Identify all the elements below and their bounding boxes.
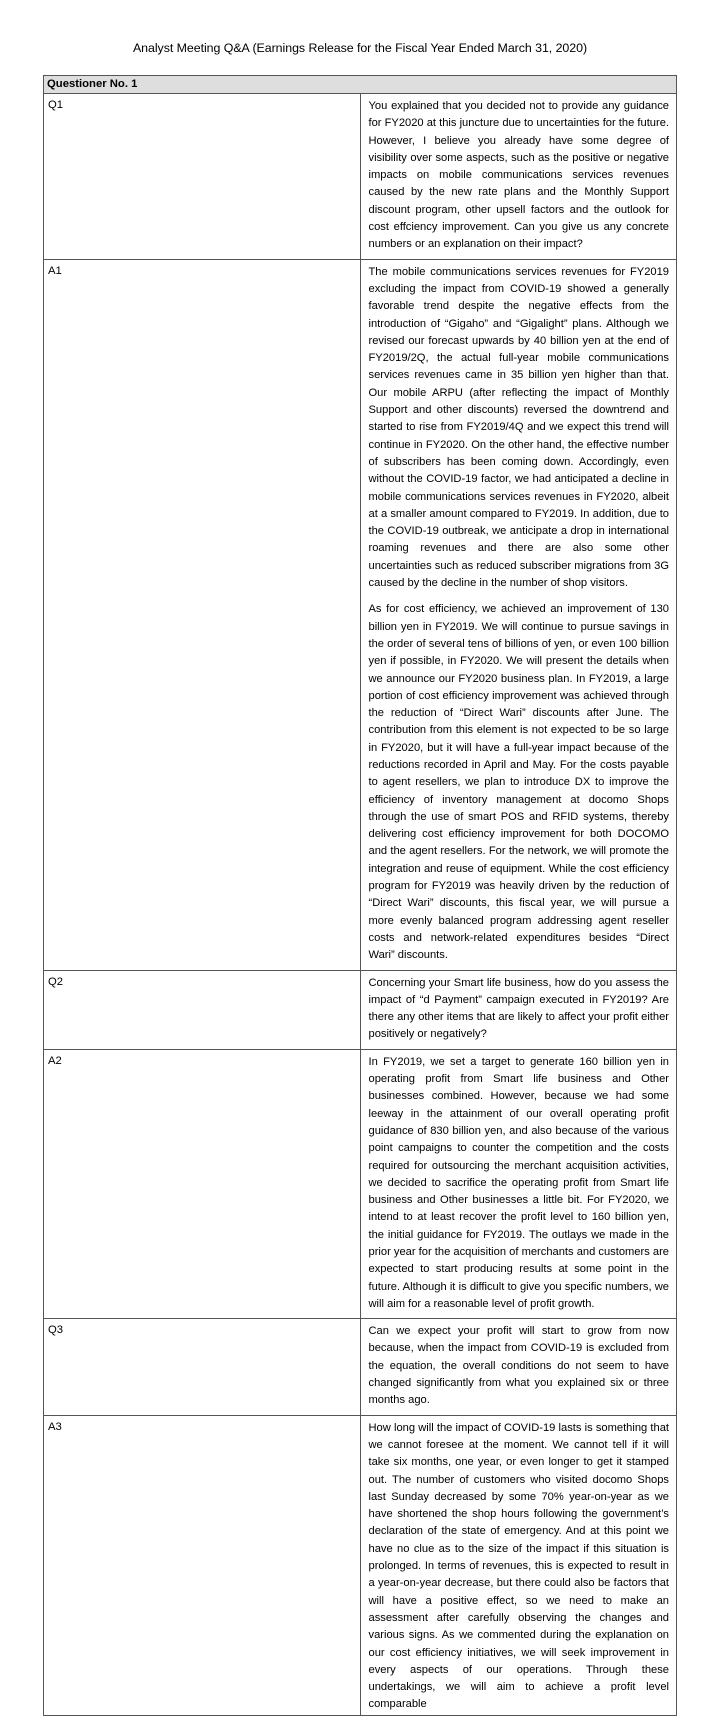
row-content	[360, 1415, 677, 1715]
qa-row-a1	[44, 259, 677, 970]
qa-row-q3	[44, 1319, 677, 1415]
row-label: Q1	[44, 94, 361, 260]
row-label: A3	[44, 1415, 361, 1715]
qa-table	[43, 75, 677, 1716]
row-content	[360, 970, 677, 1049]
questioner-header: Questioner No. 1	[44, 76, 677, 94]
paragraph: In FY2019, we set a target to generate 160 billion yen in operating profit from Smart life business and Other businesses combined. However, because we had some leeway in the attainment of our overall operating profit guidance of 830 billion yen, and also because of the various point campaigns to counter the competition and the costs required for outsourcing the merchant acquisition activities, we decided to sacrifice the operating profit from Smart life business and Other businesses a little bit. For FY2020, we intend to at least recover the profit level to 160 billion yen, the initial guidance for FY2019. The outlays we made in the prior year for the acquisition of merchants and customers are expected to start producing results at some point in the future. Although it is difficult to give you specific numbers, we will aim for a reasonable level of profit growth.	[368, 1055, 669, 1310]
paragraph: You explained that you decided not to provide any guidance for FY2020 at this juncture due to uncertainties for the future. However, I believe you already have some degree of visibility over some aspects, such as the positive or negative impacts on mobile communications services revenues caused by the new rate plans and the Monthly Support discount program, other upsell factors and the outlook for cost effciency improvement. Can you give us any concrete numbers or an explanation on their impact?	[368, 100, 669, 251]
page-title: Analyst Meeting Q&A (Earnings Release for the Fiscal Year Ended March 31, 2020)	[132, 41, 588, 55]
qa-row-a3	[44, 1415, 677, 1715]
paragraph: Concerning your Smart life business, how do you assess the impact of “d Payment” campaign executed in FY2019? Are there any other items that are likely to affect your profit either positively or negatively?	[368, 976, 669, 1041]
row-content	[360, 1049, 677, 1318]
row-label: A2	[44, 1049, 361, 1318]
paragraph: As for cost efficiency, we achieved an improvement of 130 billion yen in FY2019. We will continue to pursue savings in the order of several tens of billions of yen, or even 100 billion yen if possible, in FY2020. We will present the details when we announce our FY2020 business plan. In FY2019, a large portion of cost efficiency improvement was achieved through the reduction of “Direct Wari” discounts after June. The contribution from this element is not expected to be so large in FY2020, but it will have a full-year impact because of the reductions recorded in April and May. For the costs payable to agent resellers, we plan to introduce DX to improve the efficiency of inventory management at docomo Shops through the use of smart POS and RFID systems, thereby delivering cost efficiency improvement for both DOCOMO and the agent resellers. For the network, we will promote the integration and reuse of equipment. While the cost efficiency program for FY2019 was heavily driven by the reduction of “Direct Wari” discounts, this fiscal year, we will pursue a more evenly balanced program addressing agent reseller costs and network-related expenditures besides “Direct Wari” discounts.	[368, 603, 669, 962]
row-content	[360, 94, 677, 260]
row-label: Q3	[44, 1319, 361, 1415]
qa-row-q2	[44, 970, 677, 1049]
row-label: A1	[44, 259, 361, 970]
table-header-row	[44, 76, 677, 94]
row-content	[360, 259, 677, 970]
row-label: Q2	[44, 970, 361, 1049]
paragraph: The mobile communications services revenues for FY2019 excluding the impact from COVID-19 showed a generally favorable trend despite the negative effects from the introduction of “Gigaho” and “Gigalight” plans. Although we revised our forecast upwards by 40 billion yen at the end of FY2019/2Q, the actual full-year mobile communications services revenues came in 35 billion yen higher than that. Our mobile ARPU (after reflecting the impact of Monthly Support and other discounts) reversed the downtrend and started to rise from FY2019/4Q and we expect this trend will continue in FY2020. On the other hand, the effective number of subscribers has been coming down. Accordingly, even without the COVID-19 factor, we had anticipated a decline in mobile communications services revenues in FY2020, albeit at a smaller amount compared to FY2019. In addition, due to the COVID-19 outbreak, we anticipate a drop in international roaming revenues and there are also some other uncertainties such as reduced subscriber migrations from 3G caused by the decline in the number of shop visitors.	[368, 265, 669, 590]
qa-row-q1	[44, 94, 677, 260]
qa-row-a2	[44, 1049, 677, 1318]
paragraph: How long will the impact of COVID-19 lasts is something that we cannot foresee at the moment. We cannot tell if it will take six months, one year, or even longer to get it stamped out. The number of customers who visited docomo Shops last Sunday decreased by some 70% year-on-year as we have shortened the shop hours following the government’s declaration of the state of emergency. And at this point we have no clue as to the size of the impact if this situation is prolonged. In terms of revenues, this is expected to result in a year-on-year decrease, but there could also be factors that will have a positive effect, so we need to make an assessment after carefully observing the changes and various signs. As we commented during the explanation on our cost efficiency initiatives, we will seek improvement in every aspects of our operations. Through these undertakings, we will aim to achieve a profit level comparable	[368, 1421, 669, 1711]
row-content	[360, 1319, 677, 1415]
paragraph: Can we expect your profit will start to grow from now because, when the impact from COVID-19 is excluded from the equation, the overall conditions do not seem to have changed significantly from what you explained six or three months ago.	[368, 1325, 669, 1407]
